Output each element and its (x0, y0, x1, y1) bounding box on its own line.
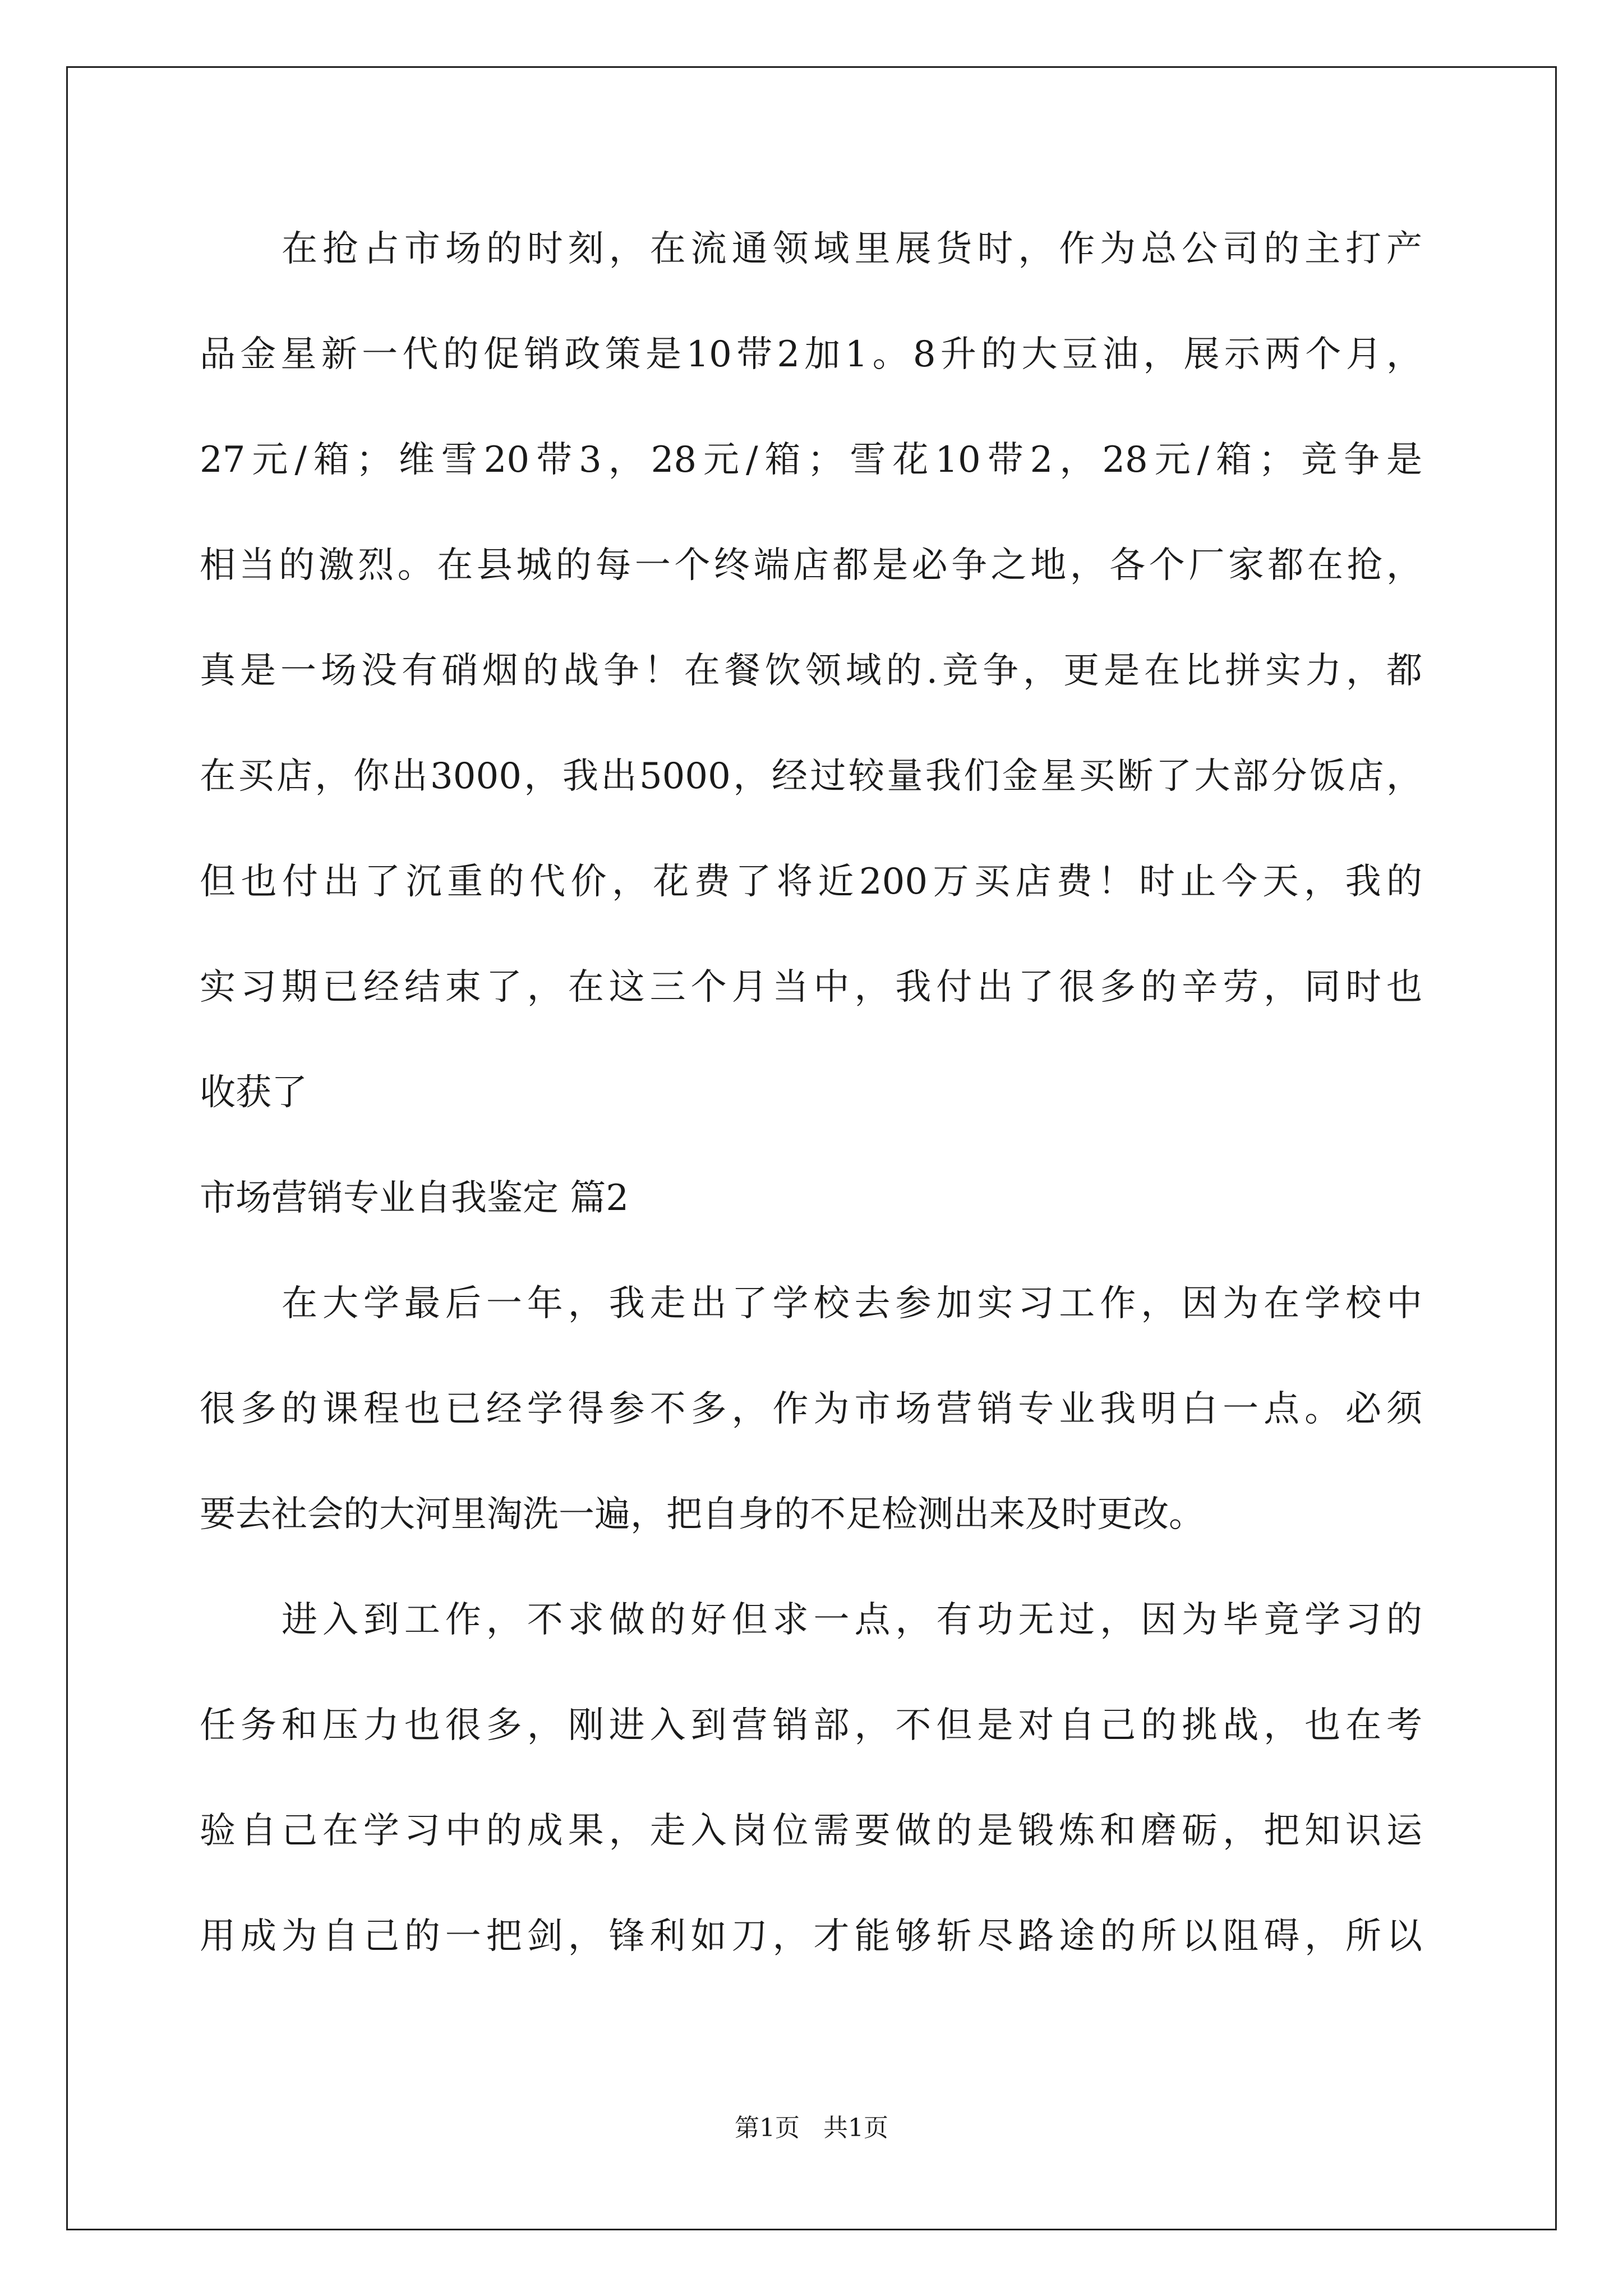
paragraph-line: 真是一场没有硝烟的战争！在餐饮领域的.竞争，更是在比拼实力，都 (200, 650, 1422, 692)
paragraph-line: 要去社会的大河里淘洗一遍，把自身的不足检测出来及时更改。 (200, 1494, 1205, 1535)
paragraph-line: 相当的激烈。在县城的每一个终端店都是必争之地，各个厂家都在抢， (200, 545, 1422, 586)
page-total: 共1页 (823, 2114, 888, 2142)
paragraph-line: 收获了 (200, 1072, 307, 1114)
paragraph-line: 任务和压力也很多，刚进入到营销部，不但是对自己的挑战，也在考 (200, 1705, 1422, 1746)
paragraph-line: 在大学最后一年，我走出了学校去参加实习工作，因为在学校中 (282, 1283, 1422, 1324)
paragraph-line: 实习期已经结束了，在这三个月当中，我付出了很多的辛劳，同时也 (200, 967, 1422, 1008)
paragraph-line: 用成为自己的一把剑，锋利如刀，才能够斩尽路途的所以阻碍，所以 (200, 1916, 1422, 1957)
paragraph-line: 但也付出了沉重的代价，花费了将近200万买店费！时止今天，我的 (200, 861, 1422, 903)
document-body (200, 213, 1422, 2006)
section-heading: 市场营销专业自我鉴定 篇2 (200, 1177, 629, 1219)
paragraph-line: 在抢占市场的时刻，在流通领域里展货时，作为总公司的主打产 (282, 228, 1422, 270)
paragraph-line: 进入到工作，不求做的好但求一点，有功无过，因为毕竟学习的 (282, 1599, 1422, 1641)
paragraph-line: 很多的课程也已经学得参不多，作为市场营销专业我明白一点。必须 (200, 1388, 1422, 1430)
page-footer (0, 2111, 1623, 2145)
paragraph-line: 27元/箱；维雪20带3，28元/箱；雪花10带2，28元/箱；竞争是 (200, 439, 1422, 481)
paragraph-line: 在买店，你出3000，我出5000，经过较量我们金星买断了大部分饭店， (200, 756, 1422, 797)
page-number: 第1页 (735, 2114, 800, 2142)
paragraph-line: 验自己在学习中的成果，走入岗位需要做的是锻炼和磨砺，把知识运 (200, 1810, 1422, 1852)
paragraph-line: 品金星新一代的促销政策是10带2加1。8升的大豆油，展示两个月， (200, 334, 1422, 375)
